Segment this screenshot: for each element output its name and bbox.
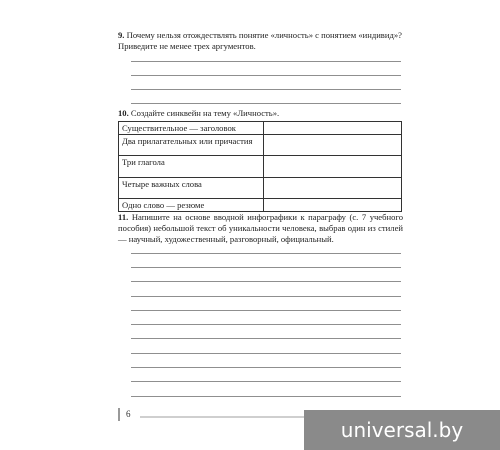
question-11-number: 11.	[118, 212, 129, 222]
footer-marker	[118, 408, 120, 421]
answer-line[interactable]	[131, 310, 401, 311]
cinquain-row-label: Одно слово — резюме	[119, 199, 264, 212]
answer-line[interactable]	[131, 61, 401, 62]
answer-line[interactable]	[131, 267, 401, 268]
cinquain-row-label: Существительное — заголовок	[119, 122, 264, 135]
question-10	[118, 108, 408, 119]
cinquain-answer-cell[interactable]	[264, 156, 402, 178]
answer-line[interactable]	[131, 381, 401, 382]
answer-line[interactable]	[131, 281, 401, 282]
cinquain-answer-cell[interactable]	[264, 178, 402, 199]
question-10-number: 10.	[118, 108, 129, 118]
cinquain-answer-cell[interactable]	[264, 135, 402, 156]
page-number: 6	[126, 409, 131, 419]
question-9	[118, 30, 408, 52]
answer-line[interactable]	[131, 75, 401, 76]
cinquain-table	[118, 121, 402, 212]
question-9-text: Почему нельзя отождествлять понятие «личность» с понятием «индивид»? Приведите не менее трех аргументов.	[118, 30, 402, 51]
cinquain-row-label: Четыре важных слова	[119, 178, 264, 199]
answer-line[interactable]	[131, 103, 401, 104]
answer-line[interactable]	[131, 324, 401, 325]
watermark: universal.by	[304, 410, 500, 450]
question-9-number: 9.	[118, 30, 125, 40]
cinquain-answer-cell[interactable]	[264, 122, 402, 135]
question-11	[118, 212, 403, 245]
question-10-text: Создайте синквейн на тему «Личность».	[130, 108, 280, 118]
answer-line[interactable]	[131, 338, 401, 339]
cinquain-row-label: Два прилагательных или причастия	[119, 135, 264, 156]
answer-line[interactable]	[131, 396, 401, 397]
answer-line[interactable]	[131, 367, 401, 368]
cinquain-row-label: Три глагола	[119, 156, 264, 178]
answer-line[interactable]	[131, 253, 401, 254]
cinquain-answer-cell[interactable]	[264, 199, 402, 212]
answer-line[interactable]	[131, 353, 401, 354]
question-11-text: Напишите на основе вводной инфографики к параграфу (с. 7 учебного пособия) небольшой текст об уникальности человека, выбрав один из стилей — научный, художественный, разговорный, официальный.	[118, 212, 404, 244]
answer-line[interactable]	[131, 296, 401, 297]
answer-line[interactable]	[131, 89, 401, 90]
